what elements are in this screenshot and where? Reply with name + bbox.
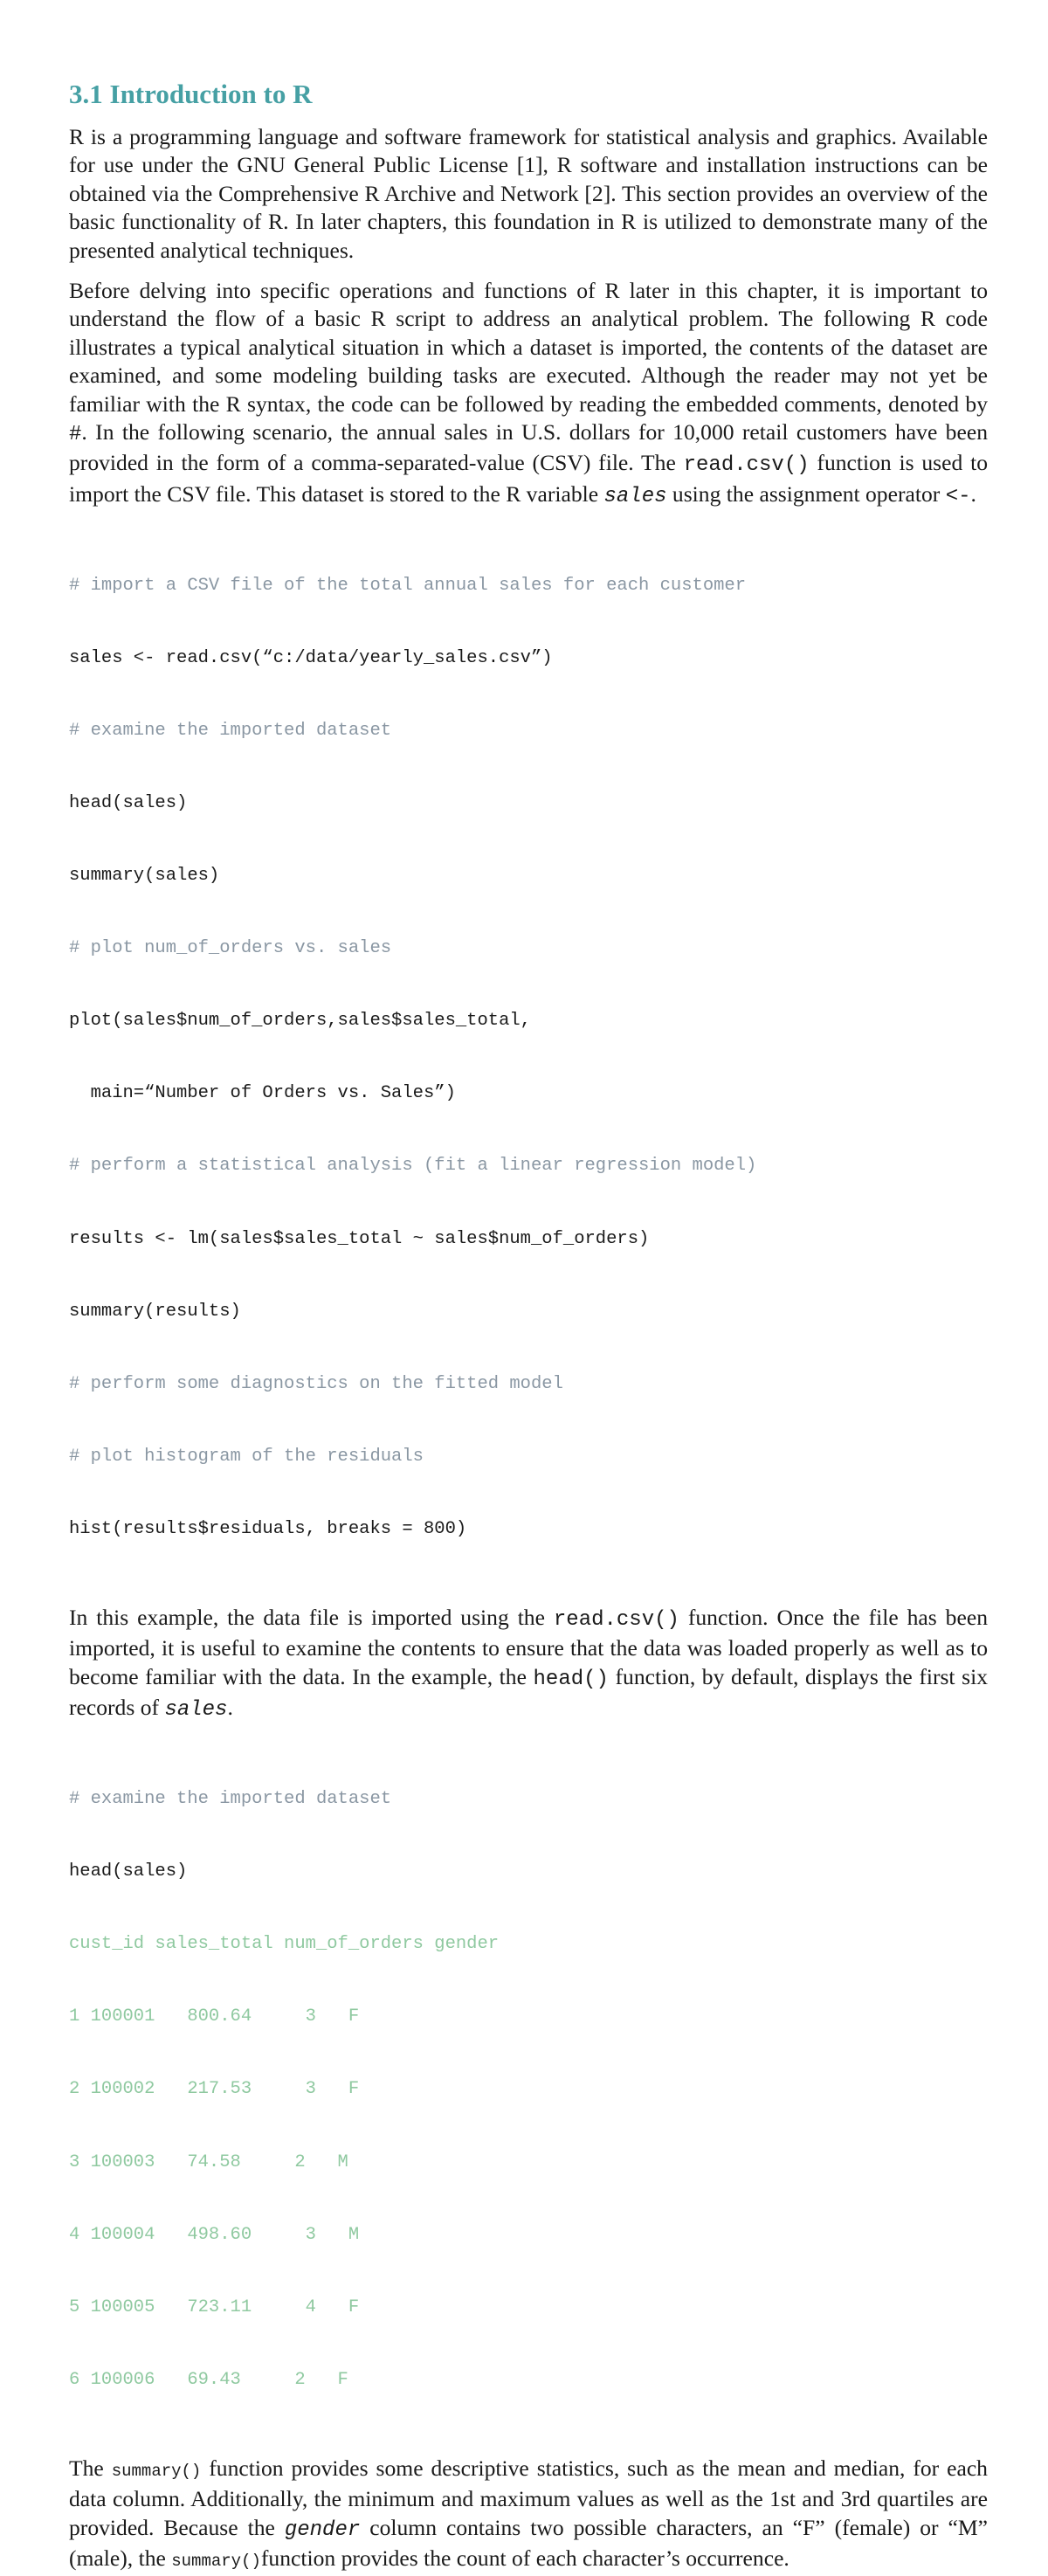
hash-symbol: #	[69, 423, 82, 447]
head-inline-code: head()	[533, 1667, 609, 1691]
output-row: 4 100004 498.60 3 M	[69, 2224, 360, 2245]
summary-inline-code: summary()	[171, 2552, 261, 2572]
read-csv-inline-code: read.csv()	[553, 1608, 679, 1632]
sales-variable-inline: sales	[603, 484, 667, 508]
code-line: hist(results$residuals, breaks = 800)	[69, 1518, 467, 1539]
code-line: head(sales)	[69, 1861, 188, 1882]
code-line: summary(results)	[69, 1301, 241, 1322]
assignment-operator-inline: <-	[945, 484, 971, 508]
summary-function-paragraph: The summary() function provides some descriptive statistics, such as the mean and median, for each data column. Additionally, the minimum and maximum values as well as the 1st and 3rd quartiles are provided. Because the gender column contains two possible characters, an “F” (female) or “M” (male), the summary()function provides the count of each character’s occurrence.	[69, 2455, 988, 2572]
code-line: sales <- read.csv(“c:/data/yearly_sales.csv”)	[69, 647, 553, 668]
code-line: results <- lm(sales$sales_total ~ sales$num_of_orders)	[69, 1228, 650, 1249]
sales-variable-inline: sales	[164, 1698, 228, 1723]
code-line: head(sales)	[69, 792, 188, 813]
read-csv-inline-code: read.csv()	[683, 453, 810, 478]
output-row: 3 100003 74.58 2 M	[69, 2151, 348, 2172]
code-line: main=“Number of Orders vs. Sales”)	[69, 1083, 456, 1104]
code-line-comment: # perform some diagnostics on the fitted model	[69, 1373, 563, 1394]
head-function-paragraph: In this example, the data file is imported using the read.csv() function. Once the file has been imported, it is useful to examine the contents to ensure that the data was loaded properly as well as to become familiar with the data. In the example, the head() function, by default, displays the first six records of sales.	[69, 1605, 988, 1723]
gender-variable-inline: gender	[284, 2517, 361, 2542]
code-line-comment: # examine the imported dataset	[69, 1789, 392, 1810]
head-output-code-block	[69, 1739, 988, 2441]
r-script-code-block	[69, 525, 988, 1590]
code-line: summary(sales)	[69, 866, 220, 887]
code-line: plot(sales$num_of_orders,sales$sales_total,	[69, 1011, 531, 1032]
section-heading: 3.1 Introduction to R	[69, 79, 313, 109]
code-line-comment: # examine the imported dataset	[69, 720, 392, 741]
output-row: 1 100001 800.64 3 F	[69, 2006, 360, 2027]
output-header-row: cust_id sales_total num_of_orders gender	[69, 1934, 500, 1955]
code-line-comment: # plot num_of_orders vs. sales	[69, 938, 392, 959]
output-row: 2 100002 217.53 3 F	[69, 2079, 360, 2100]
code-line-comment: # perform a statistical analysis (fit a linear regression model)	[69, 1156, 757, 1177]
code-line-comment: # plot histogram of the residuals	[69, 1446, 424, 1467]
script-flow-paragraph: Before delving into specific operations and functions of R later in this chapter, it is important to understand the flow of a basic R script to address an analytical problem. The following R code illustrates a typical analytical situation in which a dataset is imported, the contents of the dataset are examined, and some modeling building tasks are executed. Although the reader may not yet be familiar with the R syntax, the code can be followed by reading the embedded comments, denoted by #. In the following scenario, the annual sales in U.S. dollars for 10,000 retail customers have been provided in the form of a comma-separated-value (CSV) file. The read.csv() function is used to import the CSV file. This dataset is stored to the R variable sales using the assignment operator <-.	[69, 278, 988, 508]
output-row: 5 100005 723.11 4 F	[69, 2296, 360, 2317]
intro-paragraph: R is a programming language and software framework for statistical analysis and graphics. Available for use under the GNU General Public License [1], R software and installation instructions can be obtained via the Comprehensive R Archive and Network [2]. This section provides an overview of the basic functionality of R. In later chapters, this foundation in R is utilized to demonstrate many of the presented analytical techniques.	[69, 124, 988, 263]
document-page	[69, 77, 988, 2576]
code-line-comment: # import a CSV file of the total annual sales for each customer	[69, 575, 747, 596]
output-row: 6 100006 69.43 2 F	[69, 2369, 348, 2390]
summary-inline-code: summary()	[111, 2461, 202, 2481]
